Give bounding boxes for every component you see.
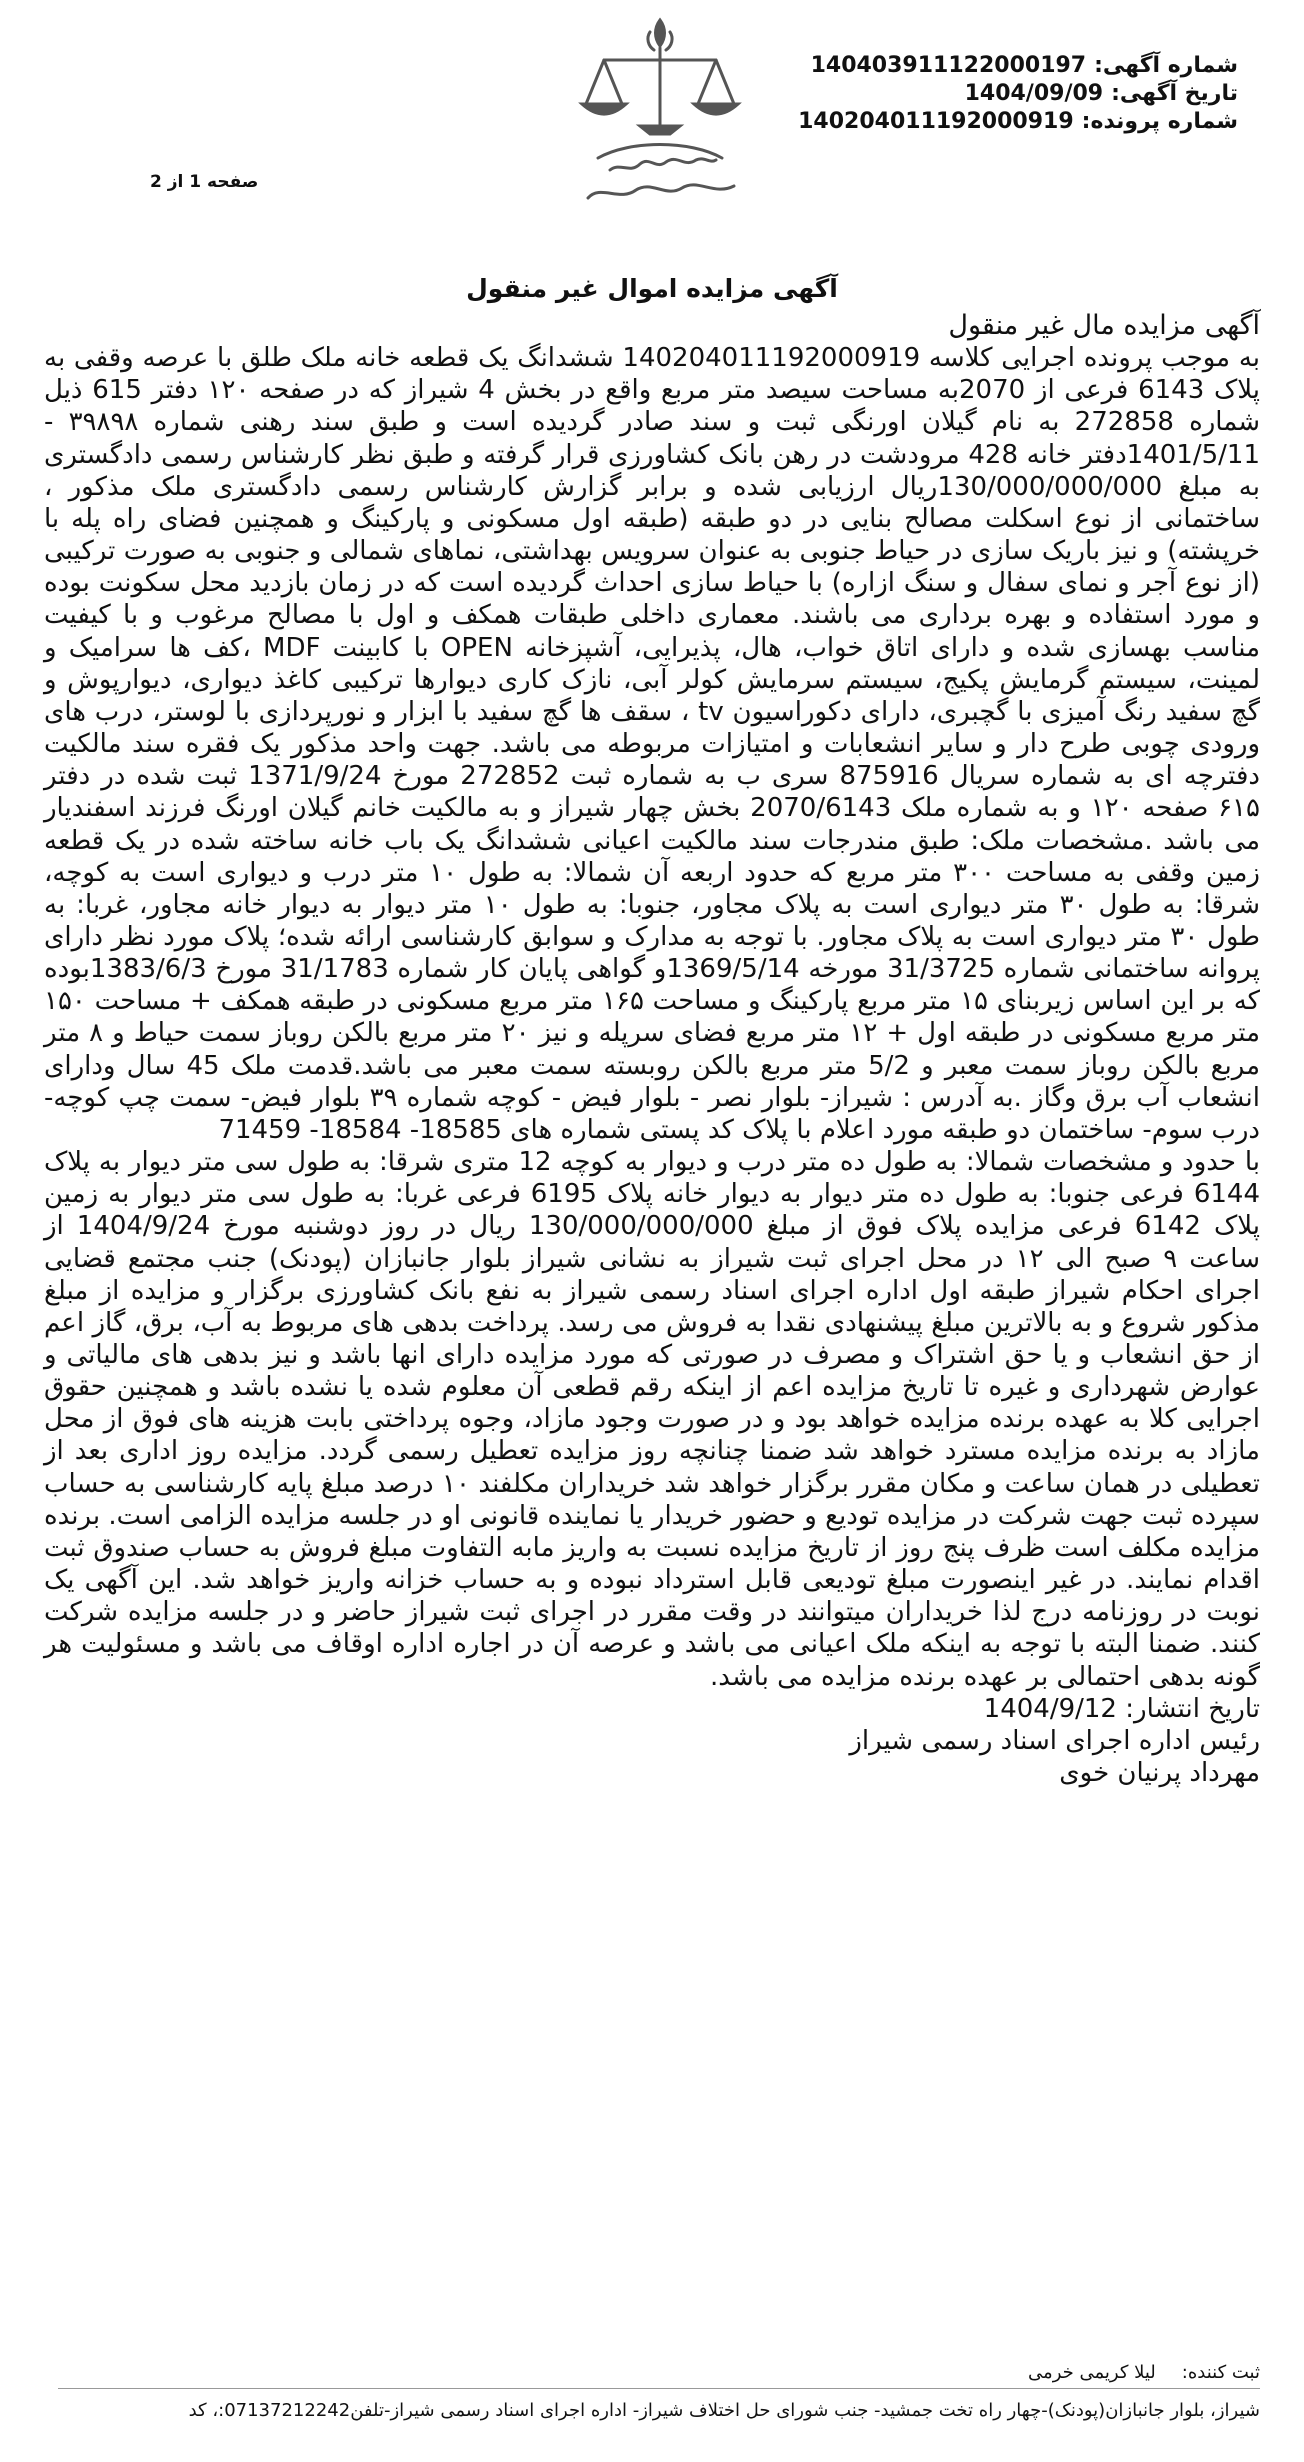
paragraph-property-description: به موجب پرونده اجرایی کلاسه 140204011192000919 ششدانگ یک قطعه خانه ملک طلق با عرصه وقفی به پلاک 6143 فرعی از 2070به مساحت سیصد متر مربع واقع در بخش 4 شیراز که در صفحه ۱۲۰ دفتر 615 ذیل شماره 272858 به نام گیلان اورنگی ثبت و سند صادر گردیده است و طبق سند رهنی شماره ۳۹۸۹۸ - 1401/5/11دفتر خانه 428 مرودشت در رهن بانک کشاورزی قرار گرفته و طبق نظر کارشناس رسمی دادگستری به مبلغ 130/000/000/000ریال ارزیابی شده و برابر گزارش کارشناس رسمی دادگستری ملک مذکور ، ساختمانی از نوع اسکلت مصالح بنایی در دو طبقه (طبقه اول مسکونی و پارکینگ و همچنین فضای راه پله با خرپشته) و نیز باریک سازی در حیاط جنوبی به عنوان سرویس بهداشتی، نماهای شمالی و جنوبی به صورت ترکیبی (از نوع آجر و نمای سفال و سنگ ازاره) با حیاط سازی احداث گردیده است که در زمان بازدید محل سکونت بوده و مورد استفاده و بهره برداری می باشند. معماری داخلی طبقات همکف و اول با مصالح مرغوب و با کیفیت مناسب بهسازی شده و دارای اتاق خواب، هال، پذیرایی، آشپزخانه OPEN با کابینت MDF ،کف ها سرامیک و لمینت، سیستم گرمایش پکیج، سیستم سرمایش کولر آبی، نازک کاری دیوارها ترکیبی کاغذ دیواری، دیوارپوش و گچ سفید رنگ آمیزی با گچبری، دارای دکوراسیون tv ، سقف ها گچ سفید با ابزار و نورپردازی با لوستر، درب های ورودی چوبی طرح دار و سایر انشعابات و امتیازات مربوطه می باشد. جهت واحد مذکور یک فقره سند مالکیت دفترچه ای به شماره سریال 875916 سری ب به شماره ثبت 272852 مورخ 1371/9/24 ثبت شده در دفتر ۶۱۵ صفحه ۱۲۰ و به شماره ملک 2070/6143 بخش چهار شیراز و به مالکیت خانم گیلان اورنگ فرزند اسفندیار می باشد .مشخصات ملک: طبق مندرجات سند مالکیت اعیانی ششدانگ یک باب خانه ساخته شده در یک قطعه زمین وقفی به مساحت ۳۰۰ متر مربع که حدود اربعه آن شمالا: به طول ۱۰ متر درب و دیواری است به کوچه، شرقا: به طول ۳۰ متر دیواری است به پلاک مجاور، جنوبا: به طول ۱۰ متر دیوار به دیوار خانه مجاور، غربا: به طول ۳۰ متر دیواری است به پلاک مجاور. با توجه به مدارک و سوابق کارشناسی ارائه شده؛ پلاک مورد نظر دارای پروانه ساختمانی شماره 31/3725 مورخه 1369/5/14و گواهی پایان کار شماره 31/1783 مورخ 1383/6/3بوده که بر این اساس زیربنای ۱۵ متر مربع پارکینگ و مساحت ۱۶۵ متر مربع مسکونی در طبقه همکف + مساحت ۱۵۰ متر مربع مسکونی در طبقه اول + ۱۲ متر مربع فضای سرپله و نیز ۲۰ متر مربع بالکن روباز سمت حیاط و ۸ متر مربع بالکن روباز سمت معبر و 5/2 متر مربع بالکن روبسته سمت معبر می باشد.قدمت ملک 45 سال ودارای انشعاب آب برق وگاز .به آدرس : شیراز- بلوار نصر - بلوار فیض - کوچه شماره ۳۹ بلوار فیض- سمت چپ کوچه- درب سوم- ساختمان دو طبقه مورد اعلام با پلاک کد پستی شماره های 18585- 18584- 71459 [44, 343, 1261, 1145]
footer-divider [58, 2388, 1260, 2389]
footer-address: شیراز، بلوار جانبازان(پودنک)-چهار راه تخت جمشید- جنب شورای حل اختلاف شیراز- اداره اجرای اسناد رسمی شیراز-تلفن07137212242:، کد [188, 2400, 1260, 2421]
page-indicator: صفحه 1 از 2 [150, 172, 259, 192]
notice-body [44, 310, 1260, 1789]
case-number: 140204011192000919 [798, 109, 1074, 134]
notice-date-label: تاریخ آگهی: [1111, 81, 1238, 106]
judiciary-emblem-icon [570, 8, 750, 213]
signer-name: مهرداد پرنیان خوی [1059, 1758, 1260, 1789]
notice-date: 1404/09/09 [964, 81, 1104, 106]
notice-number-label: شماره آگهی: [1094, 53, 1238, 78]
registrar-row [1028, 2362, 1260, 2383]
case-number-row [798, 108, 1238, 136]
notice-number-row [798, 52, 1238, 80]
notice-title: آگهی مزایده اموال غیر منقول [466, 274, 838, 303]
notice-subtitle: آگهی مزایده مال غیر منقول [948, 310, 1260, 341]
signer-title: رئیس اداره اجرای اسناد رسمی شیراز [849, 1725, 1260, 1756]
registrar-name: لیلا کریمی خرمی [1028, 2362, 1156, 2383]
publish-date-label: تاریخ انتشار: [1125, 1693, 1260, 1724]
notice-date-row [798, 80, 1238, 108]
paragraph-auction-terms: با حدود و مشخصات شمالا: به طول ده متر درب و دیوار به کوچه 12 متری شرقا: به طول سی متر دیوار به پلاک 6144 فرعی جنوبا: به طول ده متر دیوار به دیوار خانه پلاک 6195 فرعی غربا: به طول سی متر دیوار به زمین پلاک 6142 فرعی مزایده پلاک فوق از مبلغ 130/000/000/000 ریال در روز دوشنبه مورخ 1404/9/24 از ساعت ۹ صبح الی ۱۲ در محل اجرای ثبت شیراز به نشانی شیراز بلوار جانبازان (پودنک) جنب مجتمع قضایی اجرای احکام شیراز طبقه اول اداره اجرای اسناد رسمی شیراز به نفع بانک کشاورزی برگزار و مزایده از مبلغ مذکور شروع و به بالاترین مبلغ پیشنهادی نقدا به فروش می رسد. پرداخت بدهی های مربوط به آب، برق، گاز اعم از حق انشعاب و یا حق اشتراک و مصرف در صورتی که مورد مزایده دارای انها باشد و نیز بدهی های مالیاتی و عوارض شهرداری و غیره تا تاریخ مزایده اعم از اینکه رقم قطعی آن معلوم شده یا نشده باشد و همچنین حقوق اجرایی کلا به عهده برنده مزایده خواهد بود و در صورت وجود مازاد، وجوه پرداختی بابت هزینه های فوق از محل مازاد به برنده مزایده مسترد خواهد شد ضمنا چنانچه روز مزایده تعطیل رسمی گردد. مزایده روز اداری بعد از تعطیلی در همان ساعت و مکان مقرر برگزار خواهد شد خریداران مکلفند ۱۰ درصد مبلغ پایه کارشناسی به حساب سپرده ثبت جهت شرکت در مزایده تودیع و حضور خریدار یا نماینده قانونی او در جلسه مزایده الزامی است. برنده مزایده مکلف است ظرف پنج روز از تاریخ مزایده نسبت به واریز مابه التفاوت مبلغ فروش به حساب صندوق ثبت اقدام نمایند. در غیر اینصورت مبلغ تودیعی قابل استرداد نبوده و به حساب خزانه واریز خواهد شد. این آگهی یک نوبت در روزنامه درج لذا خریداران میتوانند در وقت مقرر در اجرای ثبت شیراز حاضر و در جلسه مزایده شرکت کنند. ضمنا البته با توجه به اینکه ملک اعیانی می باشد و عرصه آن در اجاره اداره اوقاف می باشد و مسئولیت هر گونه بدهی احتمالی بر عهده برنده مزایده می باشد. [44, 1147, 1260, 1692]
case-number-label: شماره پرونده: [1081, 109, 1238, 134]
notice-number: 140403911122000197 [810, 53, 1087, 78]
publish-date: 1404/9/12 [983, 1693, 1117, 1724]
notice-meta [798, 52, 1238, 136]
publish-date-row [44, 1693, 1260, 1725]
registrar-label: ثبت کننده: [1181, 2362, 1260, 2383]
